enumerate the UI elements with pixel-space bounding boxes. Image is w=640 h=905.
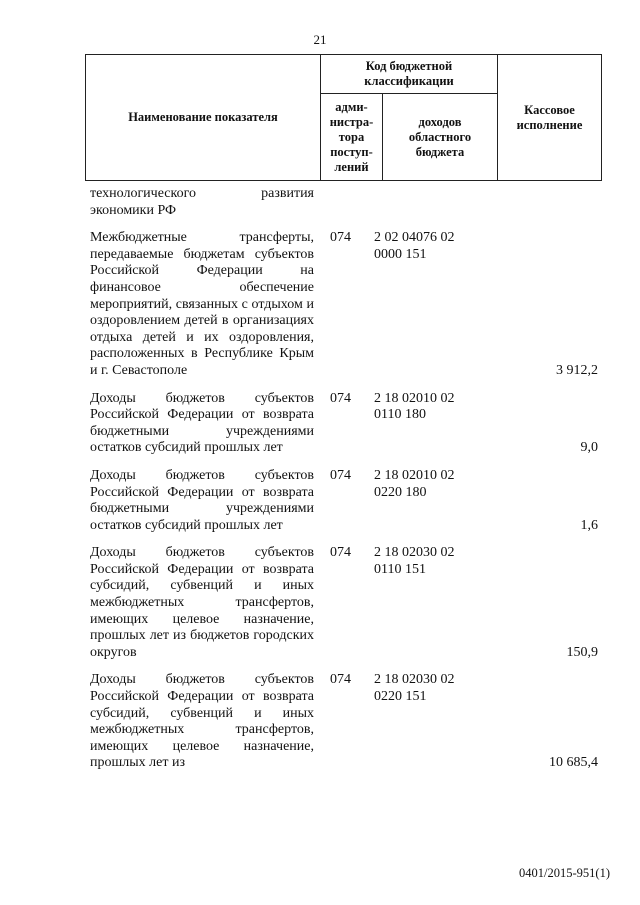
header-code-group [321,55,498,94]
row-income-code-text: 2 18 02030 02 0110 151 [374,545,455,577]
row-income-code [364,468,497,534]
row-income-code [364,391,497,457]
table-row [85,545,601,661]
row-income-code-text: 2 18 02010 02 0220 180 [374,467,455,500]
header-admin-column [321,94,383,181]
row-admin-code: 074 [330,545,351,561]
header-income-line: областного [408,129,472,144]
header-admin-line: поступ- [330,144,373,159]
header-admin-line: нистра- [329,114,374,129]
revenue-table [85,186,601,772]
row-income-code [364,672,497,772]
row-amount: 10 685,4 [549,755,598,771]
header-amount-column [498,55,602,181]
row-name: Доходы бюджетов субъектов Российской Федерации от возврата субсидий, субвенций и иных межбюджетных трансфертов, имеющих целевое назначение, прошлых лет из [90,672,314,771]
row-amount: 150,9 [566,644,598,660]
row-income-code-text: 2 02 04076 02 0000 151 [374,230,455,262]
row-name: технологического развития экономики РФ [90,186,314,218]
row-name: Доходы бюджетов субъектов Российской Федерации от возврата бюджетными учреждениями остатков субсидий прошлых лет [90,467,314,533]
header-income-line: доходов [418,114,462,129]
header-amount-line-2: исполнение [516,117,583,132]
header-name-column [86,55,321,181]
row-admin-code: 074 [330,390,351,406]
row-amount: 3 912,2 [556,362,598,378]
header-name-label: Наименование показателя [128,110,278,124]
header-admin-line: адми- [335,99,368,114]
row-name: Доходы бюджетов субъектов Российской Федерации от возврата бюджетными учреждениями остатков субсидий прошлых лет [90,390,314,456]
row-amount [497,186,601,219]
row-admin-code: 074 [330,230,351,246]
header-income-line: бюджета [415,144,465,159]
row-amount: 9,0 [580,440,598,456]
document-code: 0401/2015-951(1) [519,866,610,880]
page-number: 21 [313,32,327,47]
header-amount-line-1: Кассовое [524,102,575,117]
row-name: Доходы бюджетов субъектов Российской Федерации от возврата субсидий, субвенций и иных межбюджетных трансфертов, имеющих целевое назначение, прошлых лет из бюджетов городских округов [90,545,314,660]
header-code-group-label: Код бюджетной классификации [364,59,454,88]
row-admin-code: 074 [330,467,351,483]
row-income-code-text: 2 18 02030 02 0220 151 [374,672,455,705]
header-admin-line: лений [334,159,369,174]
row-income-code [364,186,497,219]
table-row [85,672,601,772]
table-row [85,230,601,379]
row-amount: 1,6 [580,517,598,533]
table-header [85,54,602,181]
row-income-code-text: 2 18 02010 02 0110 180 [374,390,455,423]
header-admin-line: тора [338,129,365,144]
row-admin-code: 074 [330,672,351,688]
table-row [85,391,601,457]
table-row [85,186,601,219]
row-income-code [364,230,497,379]
table-row [85,468,601,534]
row-admin-code [320,186,364,219]
row-income-code [364,545,497,661]
row-name: Межбюджетные трансферты, передаваемые бюджетам субъектов Российской Федерации на финансовое обеспечение мероприятий, связанных с отдыхом и оздоровлением детей в организациях отдыха детей и их оздоровления, расположенных в Республике Крым и г. Севастополе [90,230,314,378]
header-income-column [383,94,498,181]
